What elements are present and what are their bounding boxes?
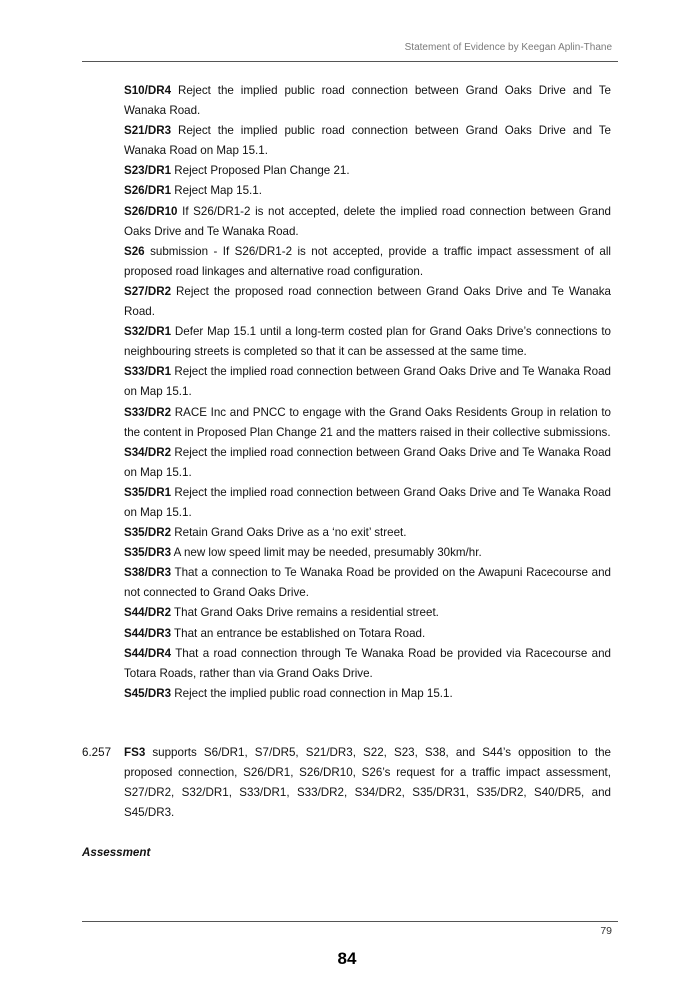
submission-code: S33/DR1	[124, 365, 172, 379]
submission-item	[124, 443, 611, 483]
submission-item	[124, 403, 611, 443]
submission-item	[124, 81, 611, 121]
submission-text: That Grand Oaks Drive remains a residential street.	[171, 606, 439, 620]
submission-code: S21/DR3	[124, 124, 172, 138]
submission-text: Reject the implied public road connection in Map 15.1.	[171, 686, 453, 700]
submission-code: S44/DR4	[124, 646, 172, 660]
submission-text: Reject the proposed road connection between Grand Oaks Drive and Te Wanaka Road.	[124, 284, 611, 319]
submission-code: S27/DR2	[124, 284, 172, 298]
submission-text: Reject the implied road connection between Grand Oaks Drive and Te Wanaka Road on Map 15.1.	[124, 485, 611, 519]
paragraph-number: 6.257	[82, 746, 112, 759]
paragraph-6-257	[82, 743, 611, 823]
submission-text: Retain Grand Oaks Drive as a ‘no exit’ street.	[171, 526, 407, 540]
submission-item	[124, 202, 611, 242]
header-title: Statement of Evidence by Keegan Aplin-Thane	[404, 42, 612, 53]
submission-code: S44/DR2	[124, 606, 172, 620]
submission-text: Reject the implied road connection between Grand Oaks Drive and Te Wanaka Road on Map 15.1.	[124, 445, 611, 479]
submission-text: That a connection to Te Wanaka Road be provided on the Awapuni Racecourse and not connected to Grand Oaks Drive.	[124, 566, 611, 600]
submission-item	[124, 684, 611, 704]
submission-item	[124, 181, 611, 201]
paragraph-text	[124, 743, 611, 823]
submission-code: S33/DR2	[124, 405, 172, 419]
submission-code: S44/DR3	[124, 626, 172, 640]
submission-code: S35/DR1	[124, 485, 172, 499]
submission-text: That a road connection through Te Wanaka Road be provided via Racecourse and Totara Roads, rather than via Grand Oaks Drive.	[124, 646, 611, 680]
submission-item	[124, 322, 611, 362]
submission-code: S10/DR4	[124, 84, 172, 97]
submission-item	[124, 624, 611, 644]
submission-item	[124, 644, 611, 684]
submission-item	[124, 563, 611, 603]
page-number: 79	[600, 925, 612, 937]
submission-item	[124, 362, 611, 402]
submission-code: S35/DR3	[124, 546, 172, 560]
submission-text: If S26/DR1-2 is not accepted, delete the implied road connection between Grand Oaks Drive and Te Wanaka Road.	[124, 204, 611, 238]
submission-item	[124, 161, 611, 181]
submission-text: submission - If S26/DR1-2 is not accepted, provide a traffic impact assessment of all proposed road linkages and alternative road configuration.	[124, 244, 611, 278]
submission-text: Reject the implied public road connection between Grand Oaks Drive and Te Wanaka Road on Map 15.1.	[124, 124, 611, 158]
submission-code: S23/DR1	[124, 164, 172, 178]
submission-item	[124, 523, 611, 543]
submission-code: S35/DR2	[124, 526, 172, 540]
submission-text: A new low speed limit may be needed, presumably 30km/hr.	[171, 546, 482, 560]
submission-text: Reject Proposed Plan Change 21.	[171, 164, 350, 178]
submission-item	[124, 242, 611, 282]
submission-item	[124, 282, 611, 322]
header-divider	[82, 61, 618, 62]
submission-text: Reject Map 15.1.	[171, 184, 262, 198]
submission-code: S34/DR2	[124, 445, 172, 459]
submission-item	[124, 483, 611, 523]
paragraph-body: supports S6/DR1, S7/DR5, S21/DR3, S22, S23, S38, and S44’s opposition to the proposed connection, S26/DR1, S26/DR10, S26’s request for a traffic impact assessment, S27/DR2, S32/DR1, S33/DR1, S33/DR2, S34/DR2, S35/DR31, S35/DR2, S40/DR5, and S45/DR3.	[124, 746, 611, 820]
submission-item	[124, 543, 611, 563]
submission-item	[124, 121, 611, 161]
stamp-number: 84	[337, 949, 357, 968]
submission-code: S32/DR1	[124, 325, 172, 339]
submission-code: S26/DR1	[124, 184, 172, 198]
submission-text: That an entrance be established on Totara Road.	[171, 626, 426, 640]
submission-code: S38/DR3	[124, 566, 172, 580]
submission-list	[124, 81, 611, 704]
submission-text: RACE Inc and PNCC to engage with the Grand Oaks Residents Group in relation to the content in Proposed Plan Change 21 and the matters raised in their collective submissions.	[124, 405, 611, 439]
submission-item	[124, 603, 611, 623]
submission-text: Defer Map 15.1 until a long-term costed plan for Grand Oaks Drive’s connections to neighbouring streets is completed so that it can be assessed at the same time.	[124, 325, 611, 359]
submission-text: Reject the implied public road connection between Grand Oaks Drive and Te Wanaka Road.	[124, 84, 611, 118]
submission-code: S26/DR10	[124, 204, 178, 218]
footer-divider	[82, 921, 618, 922]
submission-code: S45/DR3	[124, 686, 172, 700]
submission-text: Reject the implied road connection between Grand Oaks Drive and Te Wanaka Road on Map 15.1.	[124, 365, 611, 399]
submission-code: S26	[124, 244, 145, 258]
section-heading-assessment: Assessment	[82, 846, 151, 859]
paragraph-code: FS3	[124, 746, 146, 759]
